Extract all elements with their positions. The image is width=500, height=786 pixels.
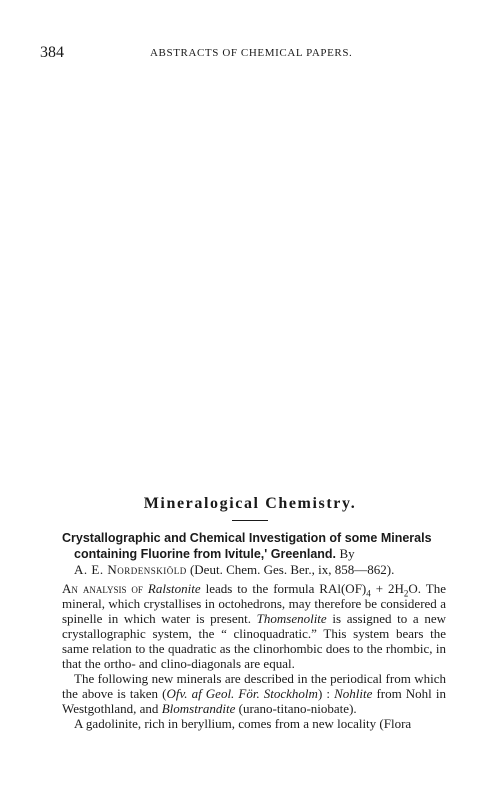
paragraph-text: + 2H — [370, 581, 404, 596]
abstract-body — [62, 581, 446, 731]
abstract-paragraph-1 — [62, 581, 446, 671]
article-title: Crystallographic and Chemical Investigation of some Minerals containing Fluorine from Ivitule,' Greenland. — [62, 531, 432, 561]
article — [62, 531, 446, 731]
paragraph-text: (urano-titano-niobate). — [238, 701, 357, 716]
paragraph-text: O. The mineral, which crystallises in octohedrons, may therefore be considered a spinelle in which water is present. — [62, 581, 447, 626]
abstract-paragraph-2 — [62, 671, 446, 716]
subscript: 4 — [366, 588, 371, 599]
section-heading: Mineralogical Chemistry. — [143, 495, 357, 512]
mineral-name: Thomsenolite — [256, 611, 327, 626]
mineral-name: Blomstrandite — [161, 701, 236, 716]
paragraph-text: is assigned to a new crystallographic system, the “ clinoquadratic.” This system bears the same relation to the quadratic as the clinorhombic does to the rhombic, in that the ortho- and clino-diagonals are equal. — [62, 611, 447, 671]
running-title: ABSTRACTS OF CHEMICAL PAPERS. — [150, 47, 353, 59]
abstract-paragraph-3 — [62, 716, 446, 731]
subscript: 2 — [403, 588, 409, 599]
mineral-name: Ralstonite — [147, 581, 201, 596]
mineral-name: Nohlite — [334, 686, 373, 701]
paragraph-text: from Nohl in Westgothland, and — [62, 686, 446, 716]
by-label: By — [339, 546, 355, 561]
paragraph-text: An analysis of — [62, 581, 143, 596]
author-line — [62, 562, 446, 577]
author-name: A. E. Nordenskiöld — [74, 562, 187, 577]
paragraph-text: leads to the formula RAl(OF) — [205, 581, 367, 596]
paragraph-text: A gadolinite, rich in beryllium, comes from a new locality (Flora — [74, 716, 412, 731]
paragraph-text: The following new minerals are described in the periodical from which the above is taken ( — [62, 671, 446, 701]
citation: (Deut. Chem. Ges. Ber., ix, 858—862). — [189, 562, 395, 577]
section-divider — [232, 520, 268, 521]
journal-name: Ofv. af Geol. För. Stockholm — [166, 686, 318, 701]
article-title-block — [62, 531, 446, 562]
page-number: 384 — [40, 44, 64, 61]
paragraph-text: ) : — [317, 686, 330, 701]
